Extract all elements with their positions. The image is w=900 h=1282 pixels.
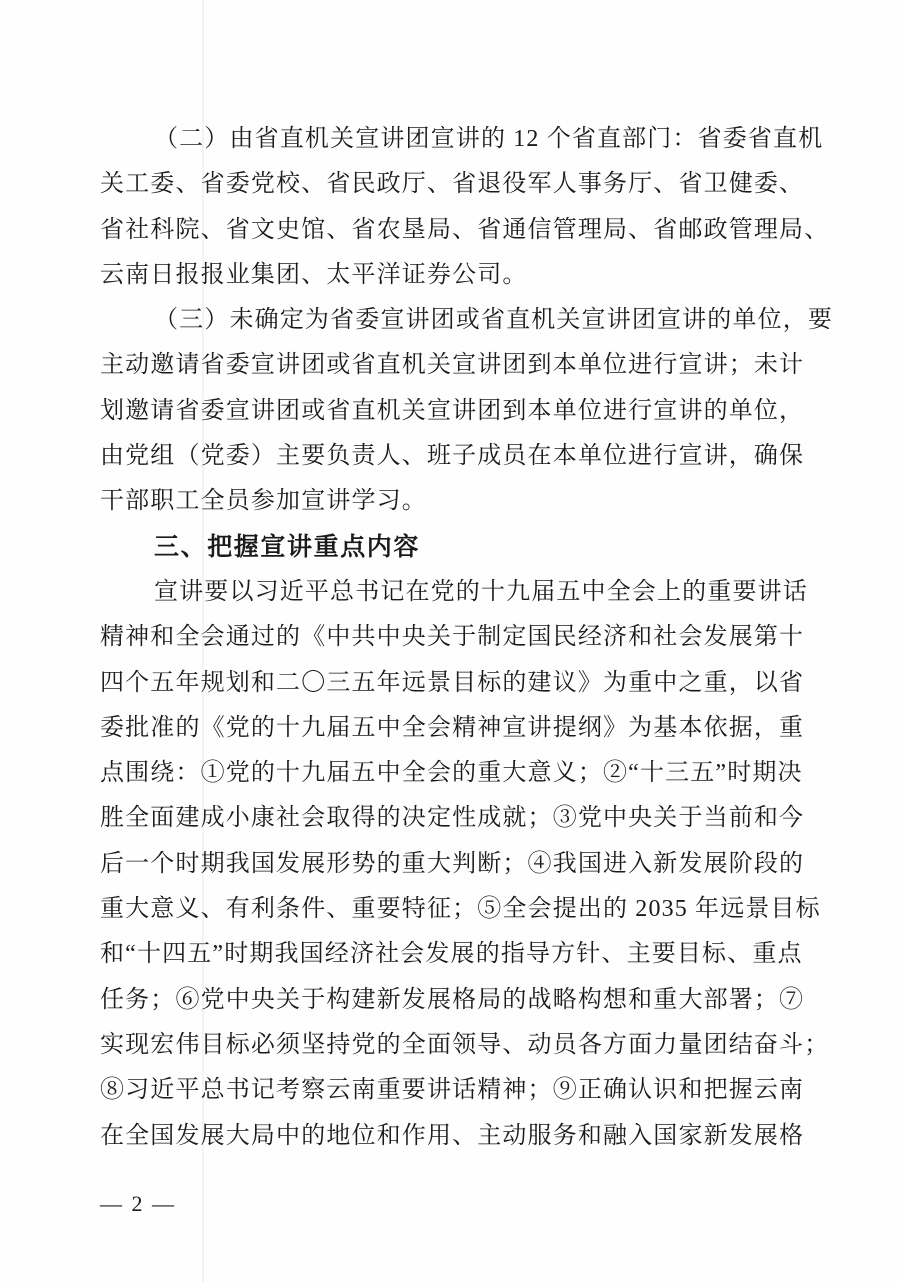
text-line: 和“十四五”时期我国经济社会发展的指导方针、主要目标、重点	[100, 941, 803, 968]
text-line: 胜全面建成小康社会取得的决定性成就；③党中央关于当前和今	[100, 805, 805, 832]
text-line: 主动邀请省委宣讲团或省直机关宣讲团到本单位进行宣讲；未计	[100, 352, 805, 379]
text-line: 后一个时期我国发展形势的重大判断；④我国进入新发展阶段的	[100, 850, 805, 877]
text-line: 点围绕：①党的十九届五中全会的重大意义；②“十三五”时期决	[100, 760, 803, 787]
text-line: 委批准的《党的十九届五中全会精神宣讲提纲》为基本依据，重	[100, 714, 805, 741]
text-line: 划邀请省委宣讲团或省直机关宣讲团到本单位进行宣讲的单位，	[100, 397, 805, 424]
text-line: 关工委、省委党校、省民政厅、省退役军人事务厅、省卫健委、	[100, 171, 805, 198]
text-line: 省社科院、省文史馆、省农垦局、省通信管理局、省邮政管理局、	[100, 216, 830, 243]
text-line: 四个五年规划和二〇三五年远景目标的建议》为重中之重，以省	[100, 669, 805, 696]
section-heading: 三、把握宣讲重点内容	[154, 532, 421, 561]
text-line: （二）由省直机关宣讲团宣讲的 12 个省直部门：省委省直机	[154, 126, 824, 152]
text-line: ⑧习近平总书记考察云南重要讲话精神；⑨正确认识和把握云南	[100, 1077, 805, 1104]
text-line: 精神和全会通过的《中共中央关于制定国民经济和社会发展第十	[100, 624, 805, 651]
text-line: 实现宏伟目标必须坚持党的全面领导、动员各方面力量团结奋斗；	[100, 1031, 830, 1058]
page-number: — 2 —	[100, 1191, 176, 1216]
document-body	[100, 117, 834, 1159]
text-line: 重大意义、有利条件、重要特征；⑤全会提出的 2035 年远景目标	[100, 896, 821, 923]
text-line: （三）未确定为省委宣讲团或省直机关宣讲团宣讲的单位，要	[154, 307, 834, 334]
text-line: 任务；⑥党中央关于构建新发展格局的战略构想和重大部署；⑦	[100, 986, 805, 1013]
text-line: 由党组（党委）主要负责人、班子成员在本单位进行宣讲，确保	[100, 443, 805, 470]
text-line: 干部职工全员参加宣讲学习。	[100, 488, 427, 515]
text-line: 云南日报报业集团、太平洋证券公司。	[100, 261, 528, 288]
text-line: 宣讲要以习近平总书记在党的十九届五中全会上的重要讲话	[154, 578, 808, 605]
text-line: 在全国发展大局中的地位和作用、主动服务和融入国家新发展格	[100, 1122, 805, 1149]
